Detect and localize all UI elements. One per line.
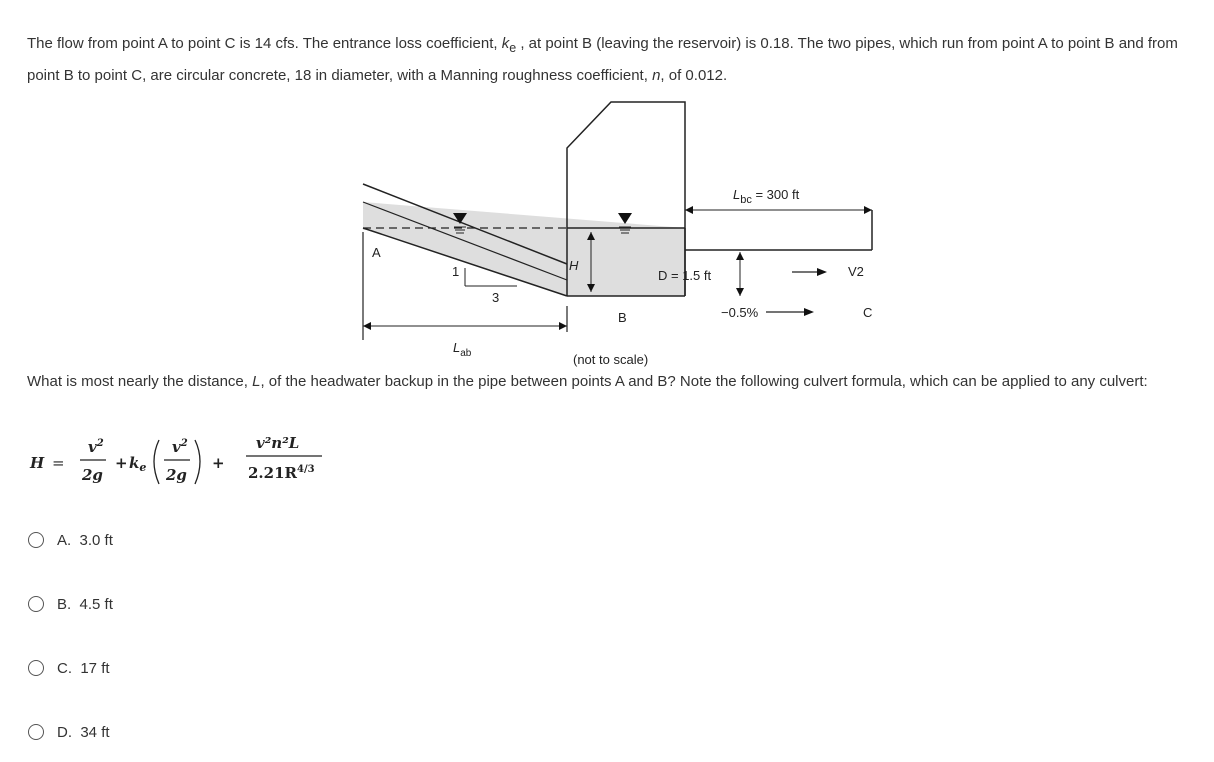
radio-icon[interactable] xyxy=(28,724,44,740)
label-point-a: A xyxy=(372,245,381,260)
choice-label: D. 34 ft xyxy=(57,723,110,741)
radio-icon[interactable] xyxy=(28,532,44,548)
label-lbc: $L_{bc} = 300$ ft xyxy=(733,187,800,206)
choice-label: A. 3.0 ft xyxy=(57,531,113,549)
label-slope: −0.5% xyxy=(721,305,759,320)
choice-label: B. 4.5 ft xyxy=(57,595,113,613)
culvert-diagram xyxy=(355,100,895,368)
problem-statement: The flow from point A to point C is 14 cfs. The entrance loss coefficient, $k_e$ , at point B (leaving the reservoir) is 0.18. The two pipes, which run from point A to point B and from point B to point C, are circular concrete, 18 in diameter, with a Manning roughness coefficient, n, of 0.012. xyxy=(27,35,1178,84)
svg-text:+: + xyxy=(212,454,225,472)
choice-label: C. 17 ft xyxy=(57,659,110,677)
svg-text:v2: $v^2$ xyxy=(172,438,188,456)
radio-icon[interactable] xyxy=(28,660,44,676)
svg-text:2g: 2g xyxy=(166,466,187,484)
question-text: What is most nearly the distance, L, of the headwater backup in the pipe between points A and B? Note the following culvert formula, which can be applied to any culvert: xyxy=(27,373,1148,390)
choice-b[interactable] xyxy=(28,592,113,616)
label-point-b: B xyxy=(618,310,627,325)
radio-icon[interactable] xyxy=(28,596,44,612)
svg-text:2.21R4/3: $2.21R^{4/3}$ xyxy=(248,464,315,482)
choice-c[interactable] xyxy=(28,656,110,680)
slope-run-label: 3 xyxy=(492,290,500,305)
label-lab: $L_{ab}$ xyxy=(453,340,472,359)
label-h: H xyxy=(569,258,579,273)
svg-text:ke: $k_e$ xyxy=(129,454,147,474)
figure-caption: (not to scale) xyxy=(573,352,649,367)
choice-a[interactable] xyxy=(28,528,113,552)
label-diameter: D = 1.5 ft xyxy=(658,268,712,283)
svg-text:v2: $v^2$ xyxy=(88,438,104,456)
slope-rise-label: 1 xyxy=(452,264,460,279)
svg-text:=: = xyxy=(52,454,65,472)
label-v2: V2 xyxy=(848,264,864,279)
culvert-formula xyxy=(28,428,348,498)
choice-d[interactable] xyxy=(28,720,110,744)
water-level-marker-reservoir xyxy=(618,213,632,224)
svg-text:v²n²L: v²n²L xyxy=(256,434,300,452)
label-point-c: C xyxy=(863,305,873,320)
svg-text:2g: 2g xyxy=(82,466,103,484)
svg-text:H: H xyxy=(30,454,45,472)
svg-text:+: + xyxy=(115,454,128,472)
